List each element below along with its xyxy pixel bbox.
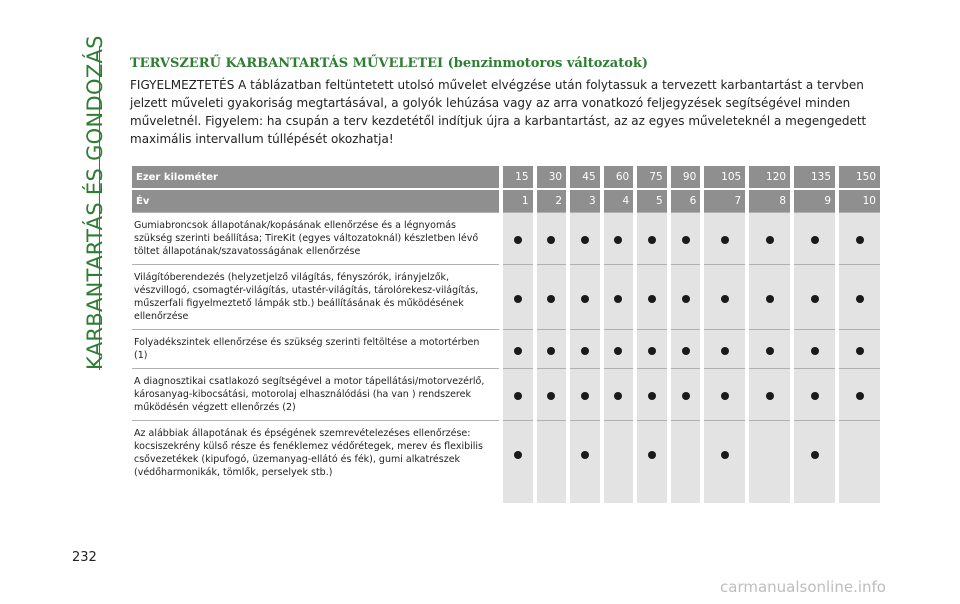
- bullet-icon: [682, 295, 690, 303]
- year-header-cell: 6: [671, 188, 701, 212]
- operation-description: Világítóberendezés (helyzetjelző világítás, fényszórók, irányjelzők, vészvillogó, csomagtér-világítás, utastér-világítás, tárolórekesz-világítás, műszerfali figyelmeztető lámpák stb.) beállításának és működésének ellenőrzése: [132, 264, 499, 329]
- spacer-cell: [537, 485, 567, 503]
- interval-cell: [794, 368, 835, 420]
- year-header-row: [132, 188, 880, 212]
- table-bottom-spacer: [132, 485, 880, 503]
- bullet-icon: [721, 295, 729, 303]
- interval-cell: [503, 264, 533, 329]
- interval-cell: [537, 212, 567, 264]
- year-header-cell: 3: [570, 188, 600, 212]
- bullet-icon: [581, 295, 589, 303]
- bullet-icon: [682, 236, 690, 244]
- spacer-cell: [132, 485, 499, 503]
- table-row: [132, 368, 880, 420]
- spacer-cell: [749, 485, 790, 503]
- interval-cell: [570, 212, 600, 264]
- bullet-icon: [648, 236, 656, 244]
- bullet-icon: [766, 295, 774, 303]
- interval-cell: [671, 368, 701, 420]
- interval-cell: [570, 420, 600, 485]
- bullet-icon: [514, 295, 522, 303]
- interval-cell: [794, 264, 835, 329]
- interval-cell: [537, 329, 567, 368]
- bullet-icon: [856, 347, 864, 355]
- page-number: 232: [72, 550, 97, 565]
- interval-cell: [839, 212, 880, 264]
- maintenance-table: [128, 166, 884, 503]
- bullet-icon: [811, 236, 819, 244]
- interval-cell: [749, 368, 790, 420]
- bullet-icon: [682, 392, 690, 400]
- watermark: carmanualsonline.info: [720, 578, 886, 596]
- km-header-cell: 75: [637, 166, 667, 188]
- interval-cell: [749, 212, 790, 264]
- interval-cell: [604, 212, 634, 264]
- interval-cell: [671, 329, 701, 368]
- interval-cell: [637, 212, 667, 264]
- bullet-icon: [721, 392, 729, 400]
- interval-cell: [749, 264, 790, 329]
- spacer-cell: [604, 485, 634, 503]
- interval-cell: [570, 264, 600, 329]
- interval-cell: [537, 368, 567, 420]
- bullet-icon: [811, 392, 819, 400]
- section-title-text: KARBANTARTÁS ÉS GONDOZÁS: [83, 35, 107, 370]
- year-header-cell: 2: [537, 188, 567, 212]
- operation-description: Gumiabroncsok állapotának/kopásának ellenőrzése és a légnyomás szükség szerinti beállítása; TireKit (egyes változatoknál) készletben lévő töltet állapotának/szavatosságának ellenőrzése: [132, 212, 499, 264]
- bullet-icon: [811, 451, 819, 459]
- year-header-label: Év: [132, 188, 499, 212]
- bullet-icon: [581, 451, 589, 459]
- interval-cell: [794, 212, 835, 264]
- interval-cell: [637, 368, 667, 420]
- year-header-cell: 10: [839, 188, 880, 212]
- table-row: [132, 264, 880, 329]
- year-header-cell: 1: [503, 188, 533, 212]
- interval-cell: [604, 420, 634, 485]
- bullet-icon: [648, 295, 656, 303]
- bullet-icon: [648, 347, 656, 355]
- spacer-cell: [570, 485, 600, 503]
- interval-cell: [570, 329, 600, 368]
- bullet-icon: [856, 295, 864, 303]
- interval-cell: [637, 420, 667, 485]
- km-header-cell: 135: [794, 166, 835, 188]
- bullet-icon: [547, 236, 555, 244]
- bullet-icon: [514, 451, 522, 459]
- km-header-cell: 60: [604, 166, 634, 188]
- year-header-cell: 8: [749, 188, 790, 212]
- bullet-icon: [581, 347, 589, 355]
- interval-cell: [704, 264, 745, 329]
- km-header-cell: 15: [503, 166, 533, 188]
- interval-cell: [604, 264, 634, 329]
- interval-cell: [704, 212, 745, 264]
- spacer-cell: [503, 485, 533, 503]
- interval-cell: [604, 368, 634, 420]
- page-heading: TERVSZERŰ KARBANTARTÁS MŰVELETEI (benzinmotoros változatok): [130, 56, 649, 71]
- table-row: [132, 420, 880, 485]
- km-header-cell: 90: [671, 166, 701, 188]
- interval-cell: [671, 264, 701, 329]
- interval-cell: [671, 420, 701, 485]
- bullet-icon: [514, 236, 522, 244]
- bullet-icon: [856, 236, 864, 244]
- interval-cell: [671, 212, 701, 264]
- interval-cell: [704, 368, 745, 420]
- spacer-cell: [671, 485, 701, 503]
- operation-description: Az alábbiak állapotának és épségének szemrevételezéses ellenőrzése: kocsiszekrény külső része és fenéklemez védőrétegek, merev és flexibilis csővezetékek (kipufogó, üzemanyag-ellátó és fék), gumi alkatrészek (védőharmonikák, tömlők, perselyek stb.): [132, 420, 499, 485]
- interval-cell: [637, 329, 667, 368]
- bullet-icon: [721, 451, 729, 459]
- interval-cell: [839, 329, 880, 368]
- operation-description: A diagnosztikai csatlakozó segítségével a motor tápellátási/motorvezérlő, károsanyag-kibocsátási, motorolaj elhasználódási (ha van ) rendszerek működésén végzett ellenőrzés (2): [132, 368, 499, 420]
- km-header-row: [132, 166, 880, 188]
- km-header-cell: 120: [749, 166, 790, 188]
- interval-cell: [604, 329, 634, 368]
- operation-description: Folyadékszintek ellenőrzése és szükség szerinti feltöltése a motortérben (1): [132, 329, 499, 368]
- interval-cell: [537, 420, 567, 485]
- bullet-icon: [514, 392, 522, 400]
- spacer-cell: [794, 485, 835, 503]
- bullet-icon: [547, 392, 555, 400]
- warning-paragraph: FIGYELMEZTETÉS A táblázatban feltüntetett utolsó művelet elvégzése után folytassuk a tervezett karbantartást a tervben jelzett műveleti gyakoriság megtartásával, a golyók lehúzása vagy az arra vonatkozó feljegyzések segítségével minden műveletnél. Figyelem: ha csupán a terv kezdetétől indítjuk újra a karbantartást, az az egyes műveleteknél a megengedett maximális intervallum túllépését okozhatja!: [130, 78, 867, 146]
- km-header-cell: 150: [839, 166, 880, 188]
- bullet-icon: [547, 295, 555, 303]
- interval-cell: [503, 212, 533, 264]
- bullet-icon: [856, 392, 864, 400]
- interval-cell: [503, 329, 533, 368]
- bullet-icon: [682, 347, 690, 355]
- spacer-cell: [637, 485, 667, 503]
- bullet-icon: [721, 347, 729, 355]
- table-row: [132, 329, 880, 368]
- bullet-icon: [721, 236, 729, 244]
- interval-cell: [704, 329, 745, 368]
- interval-cell: [794, 329, 835, 368]
- bullet-icon: [614, 236, 622, 244]
- interval-cell: [503, 420, 533, 485]
- interval-cell: [839, 368, 880, 420]
- year-header-cell: 4: [604, 188, 634, 212]
- year-header-cell: 7: [704, 188, 745, 212]
- interval-cell: [749, 329, 790, 368]
- interval-cell: [637, 264, 667, 329]
- bullet-icon: [766, 236, 774, 244]
- bullet-icon: [811, 347, 819, 355]
- bullet-icon: [614, 392, 622, 400]
- bullet-icon: [581, 392, 589, 400]
- year-header-cell: 5: [637, 188, 667, 212]
- bullet-icon: [614, 347, 622, 355]
- interval-cell: [570, 368, 600, 420]
- km-header-label: Ezer kilométer: [132, 166, 499, 188]
- table-row: [132, 212, 880, 264]
- section-divider: [99, 46, 100, 370]
- interval-cell: [704, 420, 745, 485]
- interval-cell: [749, 420, 790, 485]
- spacer-cell: [704, 485, 745, 503]
- interval-cell: [839, 264, 880, 329]
- bullet-icon: [581, 236, 589, 244]
- bullet-icon: [514, 347, 522, 355]
- bullet-icon: [547, 347, 555, 355]
- bullet-icon: [648, 451, 656, 459]
- km-header-cell: 45: [570, 166, 600, 188]
- interval-cell: [537, 264, 567, 329]
- bullet-icon: [811, 295, 819, 303]
- year-header-cell: 9: [794, 188, 835, 212]
- km-header-cell: 105: [704, 166, 745, 188]
- bullet-icon: [766, 347, 774, 355]
- km-header-cell: 30: [537, 166, 567, 188]
- bullet-icon: [614, 295, 622, 303]
- bullet-icon: [648, 392, 656, 400]
- spacer-cell: [839, 485, 880, 503]
- interval-cell: [503, 368, 533, 420]
- interval-cell: [839, 420, 880, 485]
- interval-cell: [794, 420, 835, 485]
- bullet-icon: [766, 392, 774, 400]
